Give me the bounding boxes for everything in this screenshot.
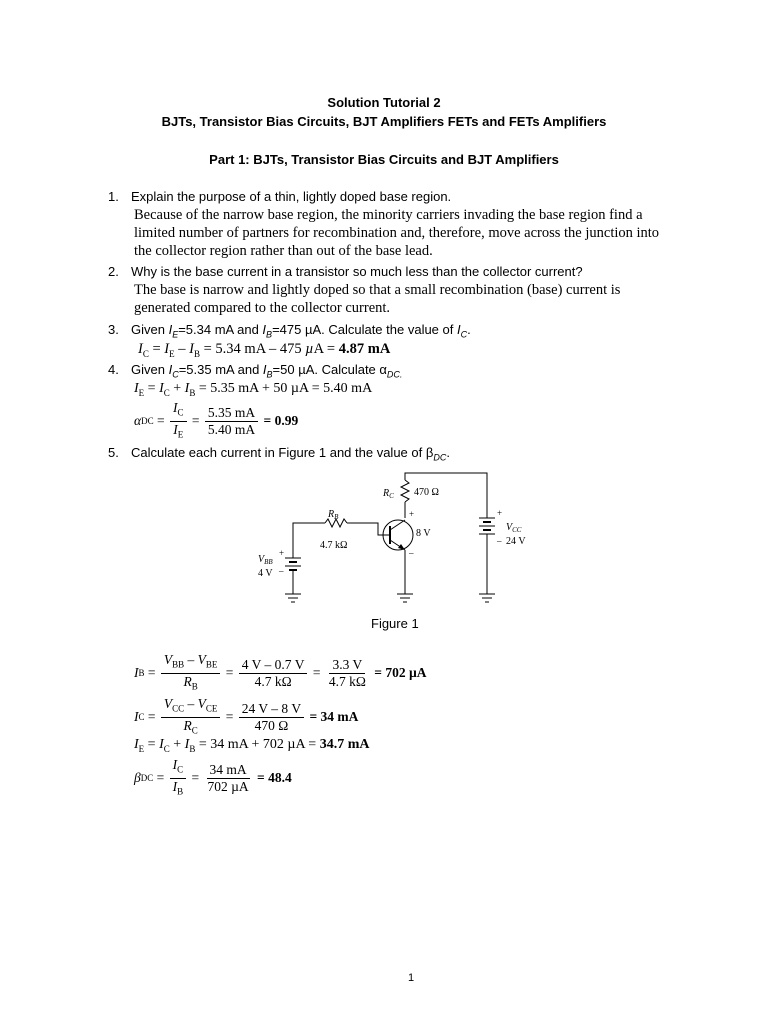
symbol-sub: C <box>460 329 468 340</box>
answer-line: the collector region rather than out of the base lead. <box>134 243 433 259</box>
vcc-minus: – <box>497 536 502 546</box>
answer-line: Because of the narrow base region, the minority carriers invading the base region find a <box>134 207 643 223</box>
question-text: Explain the purpose of a thin, lightly doped base region. <box>131 189 452 204</box>
vbb-minus: – <box>279 566 284 576</box>
symbol: I <box>168 362 173 377</box>
equation-beta: β DC = $\frac{I_C}{I_B}$ = $\frac{34 mA}{\text{702 µA}}$ = 48.4 <box>134 757 292 797</box>
answer-line: limited number of partners for recombination and, therefore, move across the junction into <box>134 225 660 241</box>
answer-result: 4.87 mA <box>338 341 391 357</box>
vcc-label: $V_{CC}$ <box>506 522 522 534</box>
symbol: I <box>262 322 267 337</box>
question-number: 1. <box>108 189 119 204</box>
fraction-denominator: 4.7 kΩ <box>254 673 292 689</box>
text-fragment: Given <box>131 362 169 377</box>
text-fragment: =475 µA. Calculate the value of <box>272 322 457 337</box>
question-number: 2. <box>108 264 119 279</box>
question-number: 4. <box>108 362 119 377</box>
question-number: 5. <box>108 445 119 460</box>
rc-resistor <box>401 480 409 502</box>
fraction-denominator: 702 µA <box>207 778 249 794</box>
text-fragment: =5.34 mA and <box>178 322 263 337</box>
text-fragment: . <box>446 445 450 460</box>
fraction-numerator: 3.3 V <box>329 657 365 674</box>
answer-2 <box>134 281 620 317</box>
text-fragment: . <box>467 322 471 337</box>
answer-line: generated compared to the collector current. <box>134 300 391 316</box>
figure-caption: Figure 1 <box>371 616 419 631</box>
answer-result: = 702 µA <box>374 665 427 681</box>
symbol-sub: DC <box>433 452 447 463</box>
wire-base-left <box>293 523 325 534</box>
ground-icon <box>285 594 301 602</box>
answer-result: = 34 mA <box>309 709 359 725</box>
vcc-plus: + <box>497 508 503 518</box>
answer-1 <box>134 206 659 260</box>
symbol-sub: C <box>172 369 179 380</box>
vbb-label: $V_{BB}$ <box>258 554 273 566</box>
rc-label: $R_C$ <box>383 488 394 500</box>
circuit-diagram <box>250 468 530 613</box>
equation-ic: I C = $\frac{V_{CC} - V_{CE}}{R_C}$ = $\frac{24 V - 8 V}{470 \Omega}$ = 34 mA <box>134 696 359 736</box>
answer-result: = 48.4 <box>257 770 292 786</box>
question-text <box>131 445 450 463</box>
text-fragment: =5.35 mA and <box>178 362 263 377</box>
vbb-value: 4 V <box>258 568 273 579</box>
question-text <box>131 362 402 380</box>
document-subtitle: BJTs, Transistor Bias Circuits, BJT Amplifiers FETs and FETs Amplifiers <box>161 114 607 129</box>
symbol-sub: E <box>172 329 179 340</box>
fraction-denominator: 4.7 kΩ <box>328 673 366 689</box>
fraction-numerator: 4 V – 0.7 V <box>239 657 308 674</box>
symbol: I <box>262 362 267 377</box>
equation-ie: $I_E = I_C + I_B = 34$ mA + 702 µA = 34.7 mA <box>134 737 370 754</box>
rc-value: 470 Ω <box>414 487 439 498</box>
symbol-sub: DC. <box>386 369 403 380</box>
vce-value: 8 V <box>416 528 431 539</box>
document-title: Solution Tutorial 2 <box>327 95 441 110</box>
fraction-numerator: 34 mA <box>207 762 250 779</box>
symbol: I <box>168 322 173 337</box>
part-heading: Part 1: BJTs, Transistor Bias Circuits and BJT Amplifiers <box>209 152 559 167</box>
fraction-denominator: 5.40 mA <box>207 421 256 437</box>
question-text <box>131 322 471 340</box>
rb-value: 4.7 kΩ <box>320 540 348 551</box>
text-fragment: =50 µA. Calculate α <box>272 362 387 377</box>
ground-icon <box>397 594 413 602</box>
rb-label: $R_B$ <box>328 509 339 521</box>
ground-icon <box>479 594 495 602</box>
answer-3: $I_C = I_E - I_B = 5.34$ mA – 475 µA = 4.87 mA <box>138 341 391 359</box>
answer-line: The base is narrow and lightly doped so that a small recombination (base) current is <box>134 282 621 298</box>
fraction-numerator: 5.35 mA <box>205 405 258 422</box>
equation-text: = 5.35 mA + 50 µA = 5.40 mA <box>198 381 373 396</box>
question-text: Why is the base current in a transistor so much less than the collector current? <box>131 264 583 279</box>
question-number: 3. <box>108 322 119 337</box>
vbb-plus: + <box>279 548 285 558</box>
vcc-value: 24 V <box>506 536 526 547</box>
symbol: I <box>456 322 461 337</box>
fraction-denominator: 470 Ω <box>254 717 289 733</box>
page-number: 1 <box>408 972 415 984</box>
equation-text: = 5.34 mA – 475 <box>200 341 306 357</box>
answer-result: 34.7 mA <box>319 737 370 752</box>
answer-4-alpha: α DC = $\frac{I_C}{I_E}$ = $\frac{5.35 mA}{5.40 mA}$ = 0.99 <box>134 400 299 440</box>
equation-text: = 34 mA + 702 µA = <box>198 737 320 752</box>
text-fragment: Calculate each current in Figure 1 and the value of β <box>131 445 434 460</box>
emitter-minus: – <box>409 548 414 558</box>
equation-ib: I B = $\frac{V_{BB} - V_{BE}}{R_B}$ = $\frac{4 V - 0.7 V}{4.7 k\Omega}$ = $\frac{3.3 V}{4.7 k\Omega}$ = 702 µA <box>134 652 427 692</box>
symbol-sub: B <box>266 329 273 340</box>
answer-result: = 0.99 <box>263 413 299 429</box>
answer-4-line1: $I_E = I_C + I_B = 5.35$ mA + 50 µA = 5.40 mA <box>134 381 373 398</box>
collector-plus: + <box>409 509 415 519</box>
symbol-sub: B <box>266 369 273 380</box>
text-fragment: Given <box>131 322 169 337</box>
fraction-numerator: 24 V – 8 V <box>239 701 304 718</box>
